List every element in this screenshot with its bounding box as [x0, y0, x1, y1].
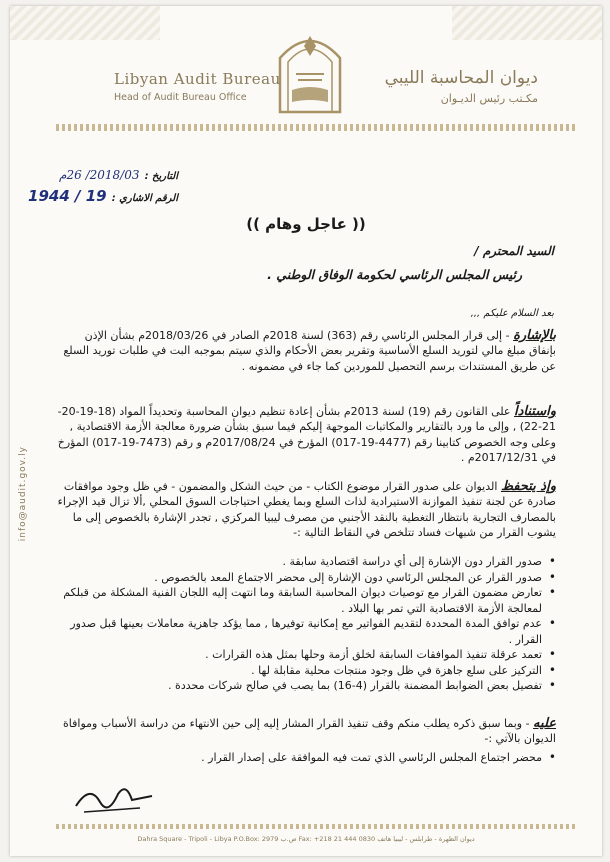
list-item: • التركيز على سلع جاهزة في ظل وجود منتجات محلية مقابلة لها . — [56, 663, 556, 679]
paragraph-reservation-text: الديوان على صدور القرار موضوع الكتاب - من حيث الشكل والمضمون - في ظل وجود موافقات صادرة عن لجنة تنفيذ الموازنة الاستيرادية لذات السلع وبما يغطي احتياجات السوق المحلي ,ألا تزال قيد الإجراء بالمصارف التجارية بانتظار التغطية بالنقد الأجنبي من مصرف ليبيا المركزي , تجدر الإشارة بالخصوص إلى ما يشوب القرار من شبهات فساد تتلخص في النقاط التالية :- — [57, 480, 556, 540]
footer-address: Dahra Square - Tripoli - Libya P.O.Box: 2979 ص.ب Fax: +218 21 444 0830 ديوان الظهرة - طرابلس - ليبيا هاتف — [137, 835, 475, 843]
letter-page — [10, 6, 602, 856]
audit-bureau-logo-icon — [272, 28, 348, 114]
footer-divider — [56, 824, 576, 829]
signature-icon — [70, 776, 160, 821]
list-item: • تعارض مضمون القرار مع توصيات ديوان المحاسبة السابقة وما انتهت إليه اللجان الفنية المشكلة من قبلكم لمعالجة الأزمة الاقتصادية التي تمر بها البلاد . — [56, 585, 556, 616]
date-value: 2018/03/ 26م — [59, 168, 140, 182]
paragraph-reservation-lead: وإذ يتحفظ — [500, 479, 556, 494]
letterhead — [10, 6, 602, 126]
paragraph-request — [56, 716, 556, 747]
office-name-arabic: مكـتب رئيس الديـوان — [440, 92, 538, 105]
paragraph-legal-basis-lead: واستناداً — [514, 404, 556, 419]
list-item: • محضر اجتماع المجلس الرئاسي الذي تمت فيه الموافقة على إصدار القرار . — [56, 750, 556, 766]
bureau-name-english: Libyan Audit Bureau — [114, 70, 281, 88]
paragraph-reservation — [56, 479, 556, 541]
addressee: رئيس المجلس الرئاسي لحكومة الوفاق الوطني . — [267, 267, 522, 282]
salutation: السيد المحترم / — [474, 244, 554, 258]
paragraph-legal-basis — [56, 404, 556, 466]
office-name-english: Head of Audit Bureau Office — [114, 92, 247, 103]
list-item: • عدم توافق المدة المحددة لتقديم الفواتير مع إمكانية توفيرها , مما يؤكد جاهزية معاملات بعينها قبل صدور القرار . — [56, 616, 556, 647]
paragraph-reference-lead: بالإشارة — [513, 328, 556, 343]
requested-items-list — [56, 750, 556, 766]
paragraph-reference — [56, 328, 556, 374]
side-email: info@audit.gov.ly — [18, 446, 28, 542]
reference-line — [28, 186, 178, 205]
bureau-name-arabic: ديوان المحاسبة الليبي — [384, 68, 538, 88]
paragraph-request-text: - وبما سبق ذكره يطلب منكم وقف تنفيذ القرار المشار إليه إلى حين الانتهاء من دراسة الأسباب وموافاة الديوان بالآتي :- — [63, 717, 556, 746]
list-item: • صدور القرار دون الإشارة إلى أي دراسة اقتصادية سابقة . — [56, 554, 556, 570]
corruption-points-list — [56, 554, 556, 694]
list-item: • تفصيل بعض الضوابط المضمنة بالقرار (4-16) بما يصب في صالح شركات محددة . — [56, 678, 556, 694]
reference-value: 19 / 1944 — [28, 187, 107, 205]
paragraph-reference-text: - إلى قرار المجلس الرئاسي رقم (363) لسنة 2018م الصادر في 2018/03/26م بشأن الإذن بإنفاق مبلغ مالي لتوريد السلع الأساسية وتقرير بعض الأحكام والذي سيتم بموجبه البت في طلبات توريد السلع عن طريق المستندات برسم التحصيل للموردين كما جاء في مضمونه . — [63, 329, 556, 373]
list-item: • تعمد عرقلة تنفيذ الموافقات السابقة لخلق أزمة وحلها بمثل هذه القرارات . — [56, 647, 556, 663]
date-label: التاريخ : — [144, 171, 178, 182]
paragraph-request-lead: عليه — [533, 716, 556, 731]
date-line — [59, 164, 178, 183]
reference-label: الرقم الاشاري : — [111, 193, 178, 204]
greeting: بعد السلام عليكم ,,, — [470, 308, 554, 319]
header-divider — [56, 124, 576, 131]
list-item: • صدور القرار عن المجلس الرئاسي دون الإشارة إلى محضر الاجتماع المعد بالخصوص . — [56, 570, 556, 586]
urgent-heading: (( عاجل وهام )) — [246, 215, 366, 233]
paragraph-legal-basis-text: على القانون رقم (19) لسنة 2013م بشأن إعادة تنظيم ديوان المحاسبة وتحديداً المواد (18-19-20-21-22) , وإلى ما ورد بالتقارير والمكاتبات الموجهة إليكم فيما سبق بشأن ضرورة معالجة الأزمة الاقتصادية , وعلى وجه الخصوص كتابينا رقم (4477-19-017) المؤرخ في 2017/08/24م و رقم (7473-19-017) المؤرخ في 2017/12/31م . — [57, 405, 556, 465]
